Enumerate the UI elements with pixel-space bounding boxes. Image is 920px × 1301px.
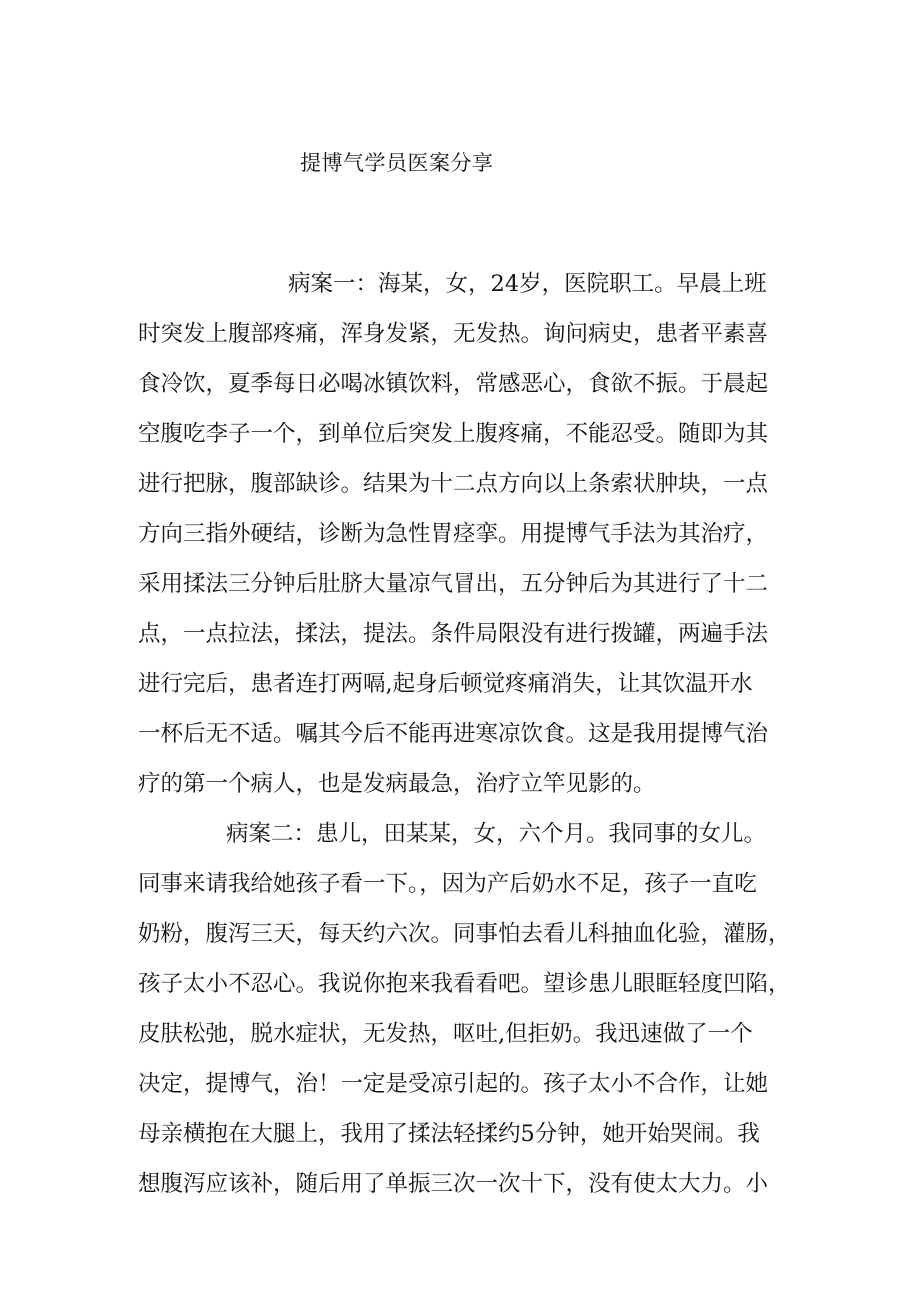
- paragraph-line: 一杯后无不适。嘱其今后不能再进寒凉饮食。这是我用提博气治: [138, 721, 769, 747]
- paragraph-line: 时突发上腹部疼痛，浑身发紧，无发热。询问病史，患者平素喜: [138, 321, 769, 347]
- paragraph-line: 空腹吃李子一个，到单位后突发上腹疼痛，不能忍受。随即为其: [138, 421, 769, 447]
- paragraph-line: 母亲横抱在大腿上，我用了揉法轻揉约5分钟，她开始哭闹。我: [138, 1121, 760, 1147]
- paragraph-line: 采用揉法三分钟后肚脐大量凉气冒出，五分钟后为其进行了十二: [138, 571, 769, 597]
- paragraph-line: 食冷饮，夏季每日必喝冰镇饮料，常感恶心，食欲不振。于晨起: [138, 371, 769, 397]
- paragraph-line: 进行完后，患者连打两嗝,起身后顿觉疼痛消失，让其饮温开水: [138, 671, 753, 697]
- paragraph-line: 奶粉，腹泻三天，每天约六次。同事怕去看儿科抽血化验，灌肠，: [138, 921, 791, 947]
- paragraph-line: 决定，提博气，治！一定是受凉引起的。孩子太小不合作，让她: [138, 1071, 769, 1097]
- paragraph-line: 点，一点拉法，揉法，提法。条件局限没有进行拨罐，两遍手法: [138, 621, 769, 647]
- paragraph-line: 同事来请我给她孩子看一下。，因为产后奶水不足，孩子一直吃: [138, 871, 757, 897]
- document-title: 提博气学员医案分享: [300, 151, 494, 175]
- paragraph-line: 皮肤松弛，脱水症状，无发热，呕吐,但拒奶。我迅速做了一个: [138, 1021, 753, 1047]
- paragraph-line: 病案一：海某，女，24岁，医院职工。早晨上班: [288, 271, 767, 297]
- paragraph-line: 进行把脉，腹部缺诊。结果为十二点方向以上条索状肿块，一点: [138, 471, 769, 497]
- paragraph-line: 想腹泻应该补，随后用了单振三次一次十下，没有使太大力。小: [138, 1171, 769, 1197]
- paragraph-line: 孩子太小不忍心。我说你抱来我看看吧。望诊患儿眼眶轻度凹陷，: [138, 971, 791, 997]
- paragraph-line: 方向三指外硬结，诊断为急性胃痉挛。用提博气手法为其治疗，: [138, 521, 769, 547]
- paragraph-line: 疗的第一个病人，也是发病最急，治疗立竿见影的。: [138, 771, 656, 797]
- paragraph-line: 病案二：患儿，田某某，女，六个月。我同事的女儿。: [226, 821, 767, 847]
